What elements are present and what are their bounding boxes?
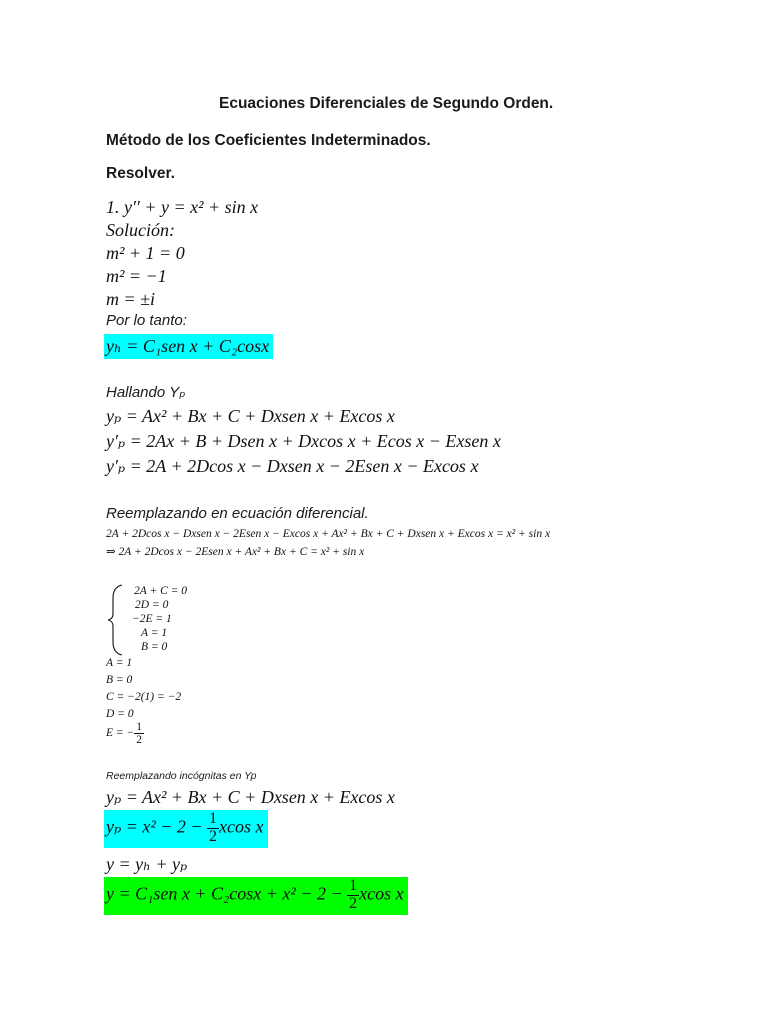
value-d: D = 0 [106, 708, 134, 720]
characteristic-step: m² = −1 [106, 266, 167, 286]
system-brace-icon [106, 584, 128, 656]
value-e-fraction: $\frac{1}{2}$ [136, 721, 143, 747]
value-b: B = 0 [106, 674, 133, 686]
characteristic-equation: m² + 1 = 0 [106, 243, 185, 263]
problem-equation: 1. y′′ + y = x² + sin x [106, 197, 259, 217]
solucion-label: Solución: [106, 220, 175, 240]
substitution-equation: 2A + 2Dcos x − Dxsen x − 2Esen x − Excos x + Ax² + Bx + C + Dxsen x + Excos x = x² + sin x [106, 528, 551, 540]
yp-trial-equation: yₚ = Ax² + Bx + C + Dxsen x + Excos x [106, 406, 395, 426]
yp-highlight: yₚ = x² − 2 − $\frac{1}{2}$ xcos x [104, 810, 268, 848]
system-row: 2D = 0 [135, 599, 169, 611]
general-solution-fraction: $\frac{1}{2}$ [349, 877, 358, 912]
value-c: C = −2(1) = −2 [106, 691, 182, 703]
value-e-lhs: E = − [106, 727, 135, 740]
yp-first-derivative: y′ₚ = 2Ax + B + Dsen x + Dxcos x + Ecos x − Exsen x [106, 431, 501, 451]
simplified-equation: ⇒ 2A + 2Dcos x − 2Esen x + Ax² + Bx + C = x² + sin x [106, 546, 365, 558]
characteristic-roots: m = ±i [106, 289, 156, 309]
reemplazando-incognitas-label: Reemplazando incógnitas en Yp [106, 770, 257, 782]
reemplazando-label: Reemplazando en ecuación diferencial. [106, 505, 369, 522]
system-rows [134, 584, 187, 654]
yh-solution [106, 334, 273, 359]
system-row: A = 1 [141, 627, 168, 639]
value-a: A = 1 [106, 657, 133, 669]
system-row: B = 0 [141, 641, 168, 653]
general-solution-highlight: y = C₁sen x + C₂cosx + x² − 2 − $\frac{1}{2}$ xcos x [104, 877, 408, 915]
system-row: −2E = 1 [132, 613, 172, 625]
equation-system [106, 584, 226, 656]
general-solution [106, 877, 408, 915]
yp-second-derivative: y′ₚ = 2A + 2Dcos x − Dxsen x − 2Esen x − Excos x [106, 456, 479, 476]
general-solution-sum: y = yₕ + yₚ [106, 854, 188, 874]
resolver-heading: Resolver. [106, 165, 175, 182]
document-title: Ecuaciones Diferenciales de Segundo Orden. [219, 95, 554, 112]
hallando-yp-label: Hallando Yₚ [106, 384, 186, 401]
yp-particular-solution [106, 810, 268, 848]
value-e [106, 721, 144, 746]
system-row: 2A + C = 0 [134, 585, 188, 597]
yp-general-equation: yₚ = Ax² + Bx + C + Dxsen x + Excos x [106, 787, 395, 807]
method-heading: Método de los Coeficientes Indeterminados. [106, 132, 431, 149]
por-lo-tanto-label: Por lo tanto: [106, 312, 187, 329]
yp-fraction: $\frac{1}{2}$ [209, 810, 218, 845]
yh-highlight: yₕ = C₁sen x + C₂cosx [104, 334, 273, 359]
